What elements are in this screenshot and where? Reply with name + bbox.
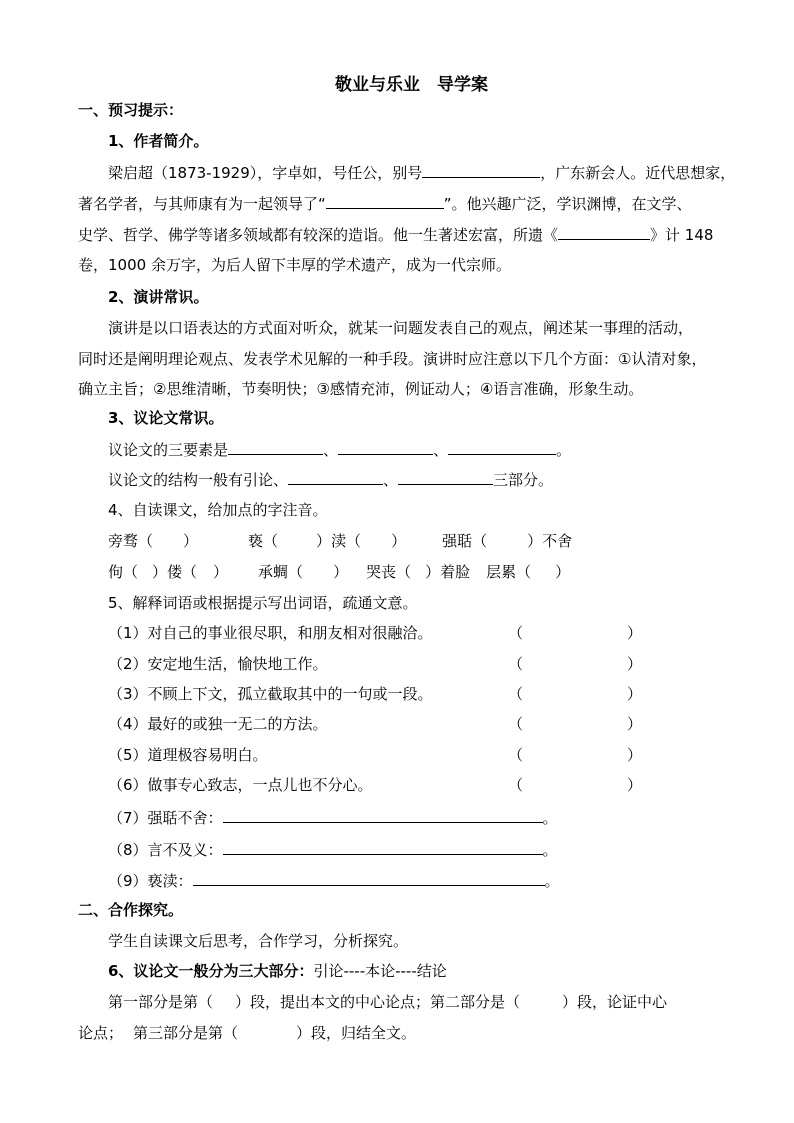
structure-blank-1[interactable]	[288, 469, 383, 485]
structure-blank-2[interactable]	[398, 469, 493, 485]
vocab-instruction: 5、解释词语或根据提示写出词语，疏通文意。	[108, 594, 418, 612]
author-intro-heading: 1、作者简介。	[108, 132, 209, 150]
vocab-item: （5）道理极容易明白。 （ ）	[108, 746, 643, 764]
author-line-1: 梁启超（1873-1929），字卓如，号任公，别号 ，广东新会人。近代思想家，	[108, 164, 736, 182]
author-line-3: 史学、哲学、佛学等诸多领域都有较深的造诣。他一生著述宏富，所遗《 》计 148	[78, 226, 714, 244]
essay-heading: 3、议论文常识。	[108, 409, 224, 427]
element-blank-3[interactable]	[448, 439, 556, 455]
speech-line-3: 确立主旨；②思维清晰，节奏明快；③感情充沛，例证动人；④语言准确，形象生动。	[78, 380, 644, 398]
definition-blank[interactable]	[223, 839, 543, 855]
pinyin-instruction: 4、自读课文，给加点的字注音。	[108, 501, 328, 519]
definition-blank[interactable]	[193, 870, 545, 886]
pinyin-row-1: 旁骛（ ） 亵（ ）渎（ ） 强聒（ ）不舍	[108, 532, 573, 550]
vocab-item: （2）安定地生活，愉快地工作。 （ ）	[108, 655, 643, 673]
vocab-item: （6）做事专心致志，一点儿也不分心。 （ ）	[108, 776, 643, 794]
essay-elements-line: 议论文的三要素是 、 、 。	[108, 441, 572, 459]
essay-structure-line: 议论文的结构一般有引论、 、 三部分。	[108, 471, 554, 489]
section-preview-heading: 一、预习提示：	[78, 101, 184, 119]
structure-question-heading: 6、议论文一般分为三大部分：引论----本论----结论	[108, 962, 447, 980]
cooperation-text: 学生自读课文后思考，合作学习，分析探究。	[108, 932, 409, 950]
speech-line-2: 同时还是阐明理论观点、发表学术见解的一种手段。演讲时应注意以下几个方面：①认清对象，	[78, 350, 707, 368]
vocab-item: （1）对自己的事业很尽职，和朋友相对很融洽。 （ ）	[108, 624, 643, 642]
page-title: 敬业与乐业 导学案	[335, 75, 488, 95]
definition-item: （9）亵渎： 。	[108, 872, 560, 890]
alias-blank[interactable]	[422, 162, 540, 178]
author-line-2: 著名学者，与其师康有为一起领导了“ ”。他兴趣广泛，学识渊博，在文学、	[78, 195, 692, 213]
section-cooperation-heading: 二、合作探究。	[78, 901, 184, 919]
definition-item: （8）言不及义： 。	[108, 841, 558, 859]
vocab-item: （3）不顾上下文，孤立截取其中的一句或一段。 （ ）	[108, 685, 643, 703]
element-blank-2[interactable]	[338, 439, 433, 455]
movement-blank[interactable]	[326, 193, 444, 209]
works-blank[interactable]	[558, 224, 650, 240]
author-line-4: 卷，1000 余万字，为后人留下丰厚的学术遗产，成为一代宗师。	[78, 256, 511, 274]
definition-blank[interactable]	[223, 807, 543, 823]
definition-item: （7）强聒不舍： 。	[108, 809, 558, 827]
element-blank-1[interactable]	[228, 439, 323, 455]
structure-question-line-2: 论点； 第三部分是第（ ）段，归结全文。	[78, 1024, 417, 1042]
structure-question-line-1: 第一部分是第（ ）段，提出本文的中心论点；第二部分是（ ）段，论证中心	[108, 993, 668, 1011]
speech-line-1: 演讲是以口语表达的方式面对听众，就某一问题发表自己的观点，阐述某一事理的活动，	[108, 319, 694, 337]
speech-heading: 2、演讲常识。	[108, 288, 209, 306]
pinyin-row-2: 佝（ ）偻（ ） 承蜩（ ） 哭丧（ ）着脸 层累（ ）	[108, 563, 571, 581]
vocab-item: （4）最好的或独一无二的方法。 （ ）	[108, 715, 643, 733]
